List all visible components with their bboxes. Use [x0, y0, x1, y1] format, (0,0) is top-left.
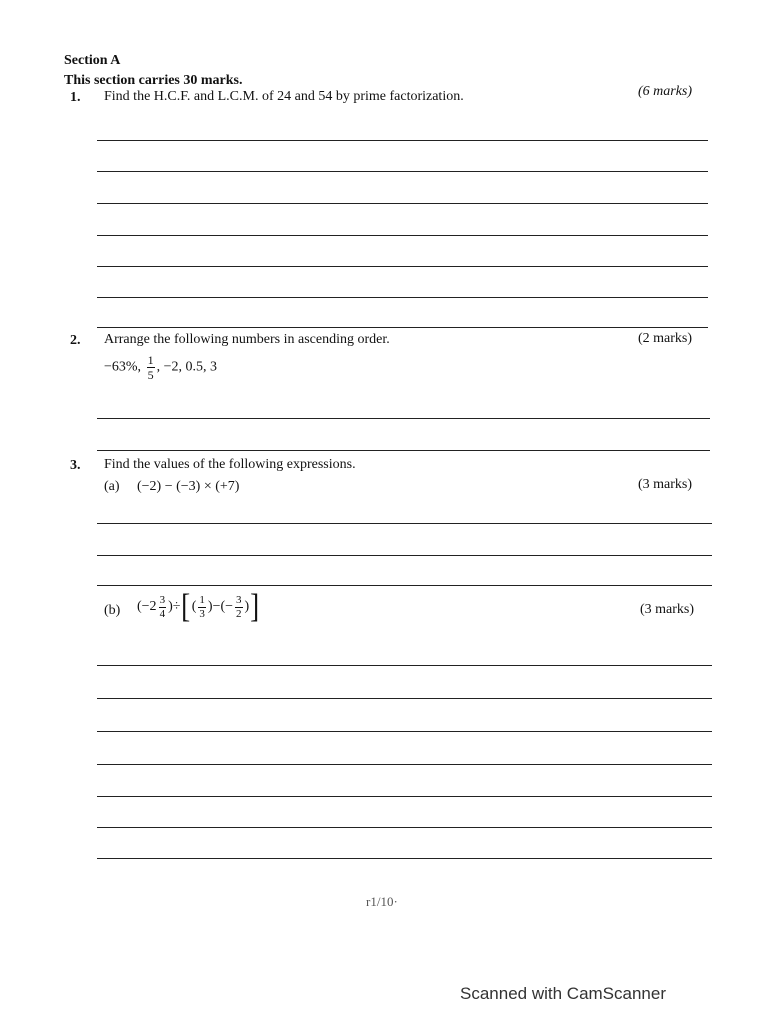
q2-answer-line[interactable]: [97, 418, 710, 419]
q3b-answer-line[interactable]: [97, 827, 712, 828]
q3b-answer-line[interactable]: [97, 698, 712, 699]
q3b-fraction-3: [235, 595, 243, 620]
q3b-answer-line[interactable]: [97, 858, 712, 859]
q2-number-percent: −63%,: [104, 359, 142, 375]
q3a-label: (a): [104, 479, 120, 494]
q3b-paren-close: ): [244, 599, 250, 615]
q3b-paren-open: (: [191, 599, 197, 615]
q1-number: 1.: [70, 90, 81, 105]
section-note: This section carries 30 marks.: [64, 73, 243, 88]
q2-fraction: [147, 354, 155, 381]
fraction-denominator: 4: [159, 607, 166, 620]
q1-answer-line[interactable]: [97, 235, 708, 236]
q2-number-rest: , −2, 0.5, 3: [156, 359, 217, 375]
q3a-expression: (−2) − (−3) × (+7): [137, 479, 240, 494]
q3b-open: (−2: [137, 599, 157, 615]
section-title: Section A: [64, 53, 121, 68]
q3b-answer-line[interactable]: [97, 764, 712, 765]
fraction-denominator: 2: [236, 607, 242, 620]
q1-answer-line[interactable]: [97, 140, 708, 141]
q1-answer-line[interactable]: [97, 266, 708, 267]
q3-text: Find the values of the following expressions.: [104, 457, 356, 472]
scanner-watermark: Scanned with CamScanner: [460, 984, 667, 1003]
q3b-answer-line[interactable]: [97, 796, 712, 797]
q3b-fraction-2: [198, 595, 206, 620]
q2-text: Arrange the following numbers in ascending order.: [104, 332, 390, 347]
fraction-denominator: 3: [199, 607, 205, 620]
q3b-marks: (3 marks): [640, 602, 695, 617]
right-bracket: ]: [250, 588, 260, 625]
q3a-marks: (3 marks): [638, 477, 693, 492]
q1-answer-line[interactable]: [97, 203, 708, 204]
q3b-expression: [137, 590, 261, 624]
q1-text: Find the H.C.F. and L.C.M. of 24 and 54 by prime factorization.: [104, 89, 464, 104]
q3-number: 3.: [70, 458, 81, 473]
q2-fraction-numerator: 1: [147, 353, 154, 367]
q2-marks: (2 marks): [638, 331, 693, 346]
q3b-label: (b): [104, 603, 121, 618]
q1-answer-line[interactable]: [97, 327, 708, 328]
q1-marks: (6 marks): [638, 84, 693, 99]
q3b-answer-line[interactable]: [97, 665, 712, 666]
fraction-numerator: 3: [236, 593, 242, 606]
fraction-numerator: 3: [159, 593, 166, 606]
q3a-answer-line[interactable]: [97, 523, 712, 524]
q2-number: 2.: [70, 333, 81, 348]
q3a-answer-line[interactable]: [97, 555, 712, 556]
q3b-minus: )−(−: [207, 599, 234, 615]
q3b-divide: )÷: [168, 599, 181, 615]
q3a-answer-line[interactable]: [97, 585, 712, 586]
q2-answer-line[interactable]: [97, 450, 710, 451]
page-number: r1/10·: [366, 894, 398, 909]
left-bracket: [: [181, 588, 191, 625]
q1-answer-line[interactable]: [97, 297, 708, 298]
q3b-answer-line[interactable]: [97, 731, 712, 732]
q3b-fraction-1: [159, 595, 167, 620]
q2-numbers: [104, 354, 217, 381]
q2-fraction-denominator: 5: [147, 368, 154, 382]
q1-answer-line[interactable]: [97, 171, 708, 172]
fraction-numerator: 1: [199, 593, 205, 606]
